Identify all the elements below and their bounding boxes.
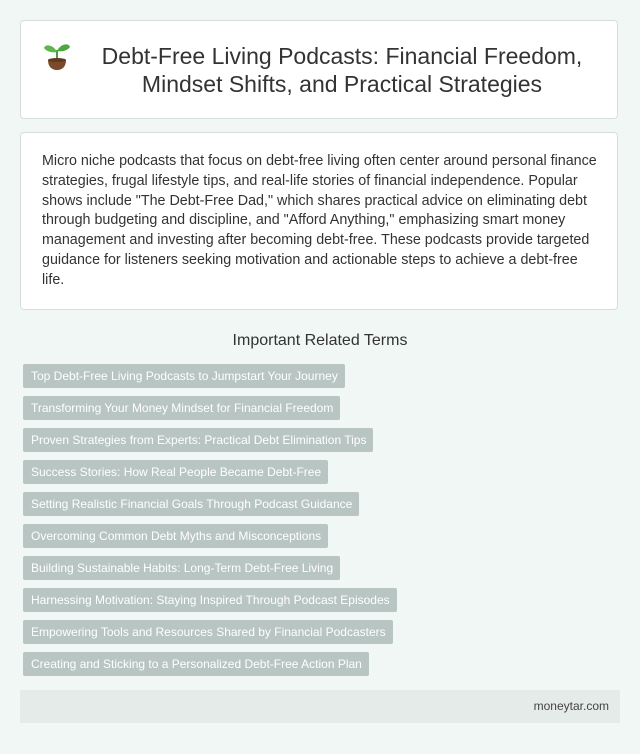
related-term-tag[interactable]: Harnessing Motivation: Staying Inspired Through Podcast Episodes: [23, 588, 397, 612]
related-term-tag[interactable]: Proven Strategies from Experts: Practical Debt Elimination Tips: [23, 428, 373, 452]
description-card: [20, 132, 618, 310]
related-term-tag[interactable]: Setting Realistic Financial Goals Through Podcast Guidance: [23, 492, 359, 516]
footer-bar: [20, 690, 620, 723]
title-row: [21, 21, 617, 118]
related-term-tag[interactable]: Success Stories: How Real People Became Debt-Free: [23, 460, 328, 484]
related-term-tag[interactable]: Empowering Tools and Resources Shared by Financial Podcasters: [23, 620, 393, 644]
related-term-tag[interactable]: Building Sustainable Habits: Long-Term Debt-Free Living: [23, 556, 340, 580]
related-term-tag[interactable]: Transforming Your Money Mindset for Financial Freedom: [23, 396, 340, 420]
related-term-tag[interactable]: Creating and Sticking to a Personalized Debt-Free Action Plan: [23, 652, 369, 676]
title-card: [20, 20, 618, 119]
site-link[interactable]: moneytar.com: [533, 699, 609, 713]
related-terms-heading: Important Related Terms: [232, 332, 408, 349]
page-title: Debt-Free Living Podcasts: Financial Freedom, Mindset Shifts, and Practical Strategies: [101, 42, 583, 97]
related-term-tag[interactable]: Overcoming Common Debt Myths and Misconceptions: [23, 524, 328, 548]
related-term-tag[interactable]: Top Debt-Free Living Podcasts to Jumpstart Your Journey: [23, 364, 345, 388]
sprout-icon: [39, 38, 75, 74]
related-terms-list: [23, 364, 623, 684]
description-text: Micro niche podcasts that focus on debt-free living often center around personal finance strategies, frugal lifestyle tips, and real-life stories of financial independence. Popular shows include "The Debt-Free Dad," which shares practical advice on eliminating debt through budgeting and discipline, and "Afford Anything," emphasizing smart money management and investing after becoming debt-free. These podcasts provide targeted guidance for listeners seeking motivation and actionable steps to achieve a debt-free life.: [42, 153, 597, 288]
